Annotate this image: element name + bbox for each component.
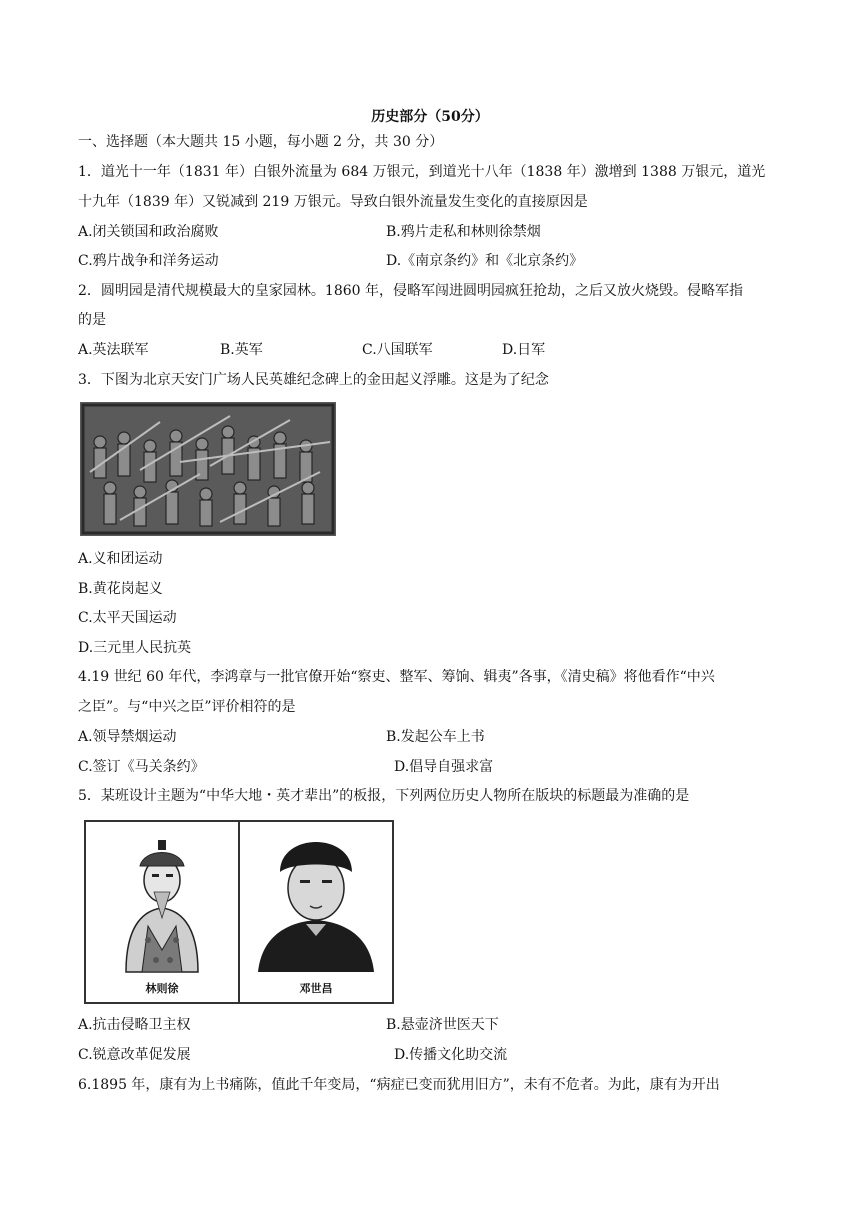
q1-option-b: B.鸦片走私和林则徐禁烟 xyxy=(386,224,541,240)
q1-option-a: A.闭关锁国和政治腐败 xyxy=(78,224,219,240)
q1-option-c: C.鸦片战争和洋务运动 xyxy=(78,253,219,269)
q5-option-d: D.传播文化助交流 xyxy=(394,1047,508,1063)
q4-option-a: A.领导禁烟运动 xyxy=(78,729,177,745)
q3-option-d: D.三元里人民抗英 xyxy=(78,640,192,656)
q4-stem-line2: 之臣”。与“中兴之臣”评价相符的是 xyxy=(78,699,296,715)
q1-stem-line2: 十九年（1839 年）又锐减到 219 万银元。导致白银外流量发生变化的直接原因是 xyxy=(78,194,588,210)
q4-option-c: C.签订《马关条约》 xyxy=(78,759,205,775)
q1-option-d: D.《南京条约》和《北京条约》 xyxy=(386,253,584,269)
portrait-caption-right: 邓世昌 xyxy=(299,982,333,995)
jintian-uprising-relief-image xyxy=(80,402,336,536)
q3-option-a: A.义和团运动 xyxy=(78,551,163,567)
q1-stem-line1: 1．道光十一年（1831 年）白银外流量为 684 万银元，到道光十八年（1838 年）激增到 1388 万银元，道光 xyxy=(78,164,766,180)
q3-option-b: B.黄花岗起义 xyxy=(78,581,163,597)
q5-option-b: B.悬壶济世医天下 xyxy=(386,1017,499,1033)
q2-stem-line1: 2．圆明园是清代规模最大的皇家园林。1860 年，侵略军闯进圆明园疯狂抢劫，之后又放火烧毁。侵略军指 xyxy=(78,283,743,299)
q3-option-c: C.太平天国运动 xyxy=(78,610,177,626)
q4-option-d: D.倡导自强求富 xyxy=(394,759,494,775)
q2-stem-line2: 的是 xyxy=(78,312,106,328)
q3-stem: 3．下图为北京天安门广场人民英雄纪念碑上的金田起义浮雕。这是为了纪念 xyxy=(78,372,549,388)
q5-stem: 5．某班设计主题为“中华大地・英才辈出”的板报，下列两位历史人物所在版块的标题最为准确的是 xyxy=(78,788,690,804)
portrait-deng-shichang xyxy=(240,822,392,1002)
portraits-board xyxy=(84,820,394,1004)
q6-stem-line1: 6.1895 年，康有为上书痛陈，值此千年变局，“病症已变而犹用旧方”，未有不危者。为此，康有为开出 xyxy=(78,1077,720,1093)
section-title: 历史部分（50分） xyxy=(371,109,489,125)
q2-option-a: A.英法联军 xyxy=(78,342,149,358)
q4-stem-line1: 4.19 世纪 60 年代，李鸿章与一批官僚开始“察吏、整军、筹饷、辑夷”各事，《清史稿》将他看作“中兴 xyxy=(78,669,715,685)
q5-option-a: A.抗击侵略卫主权 xyxy=(78,1017,191,1033)
q5-option-c: C.锐意改革促发展 xyxy=(78,1047,191,1063)
q4-option-b: B.发起公车上书 xyxy=(386,729,485,745)
q2-option-d: D.日军 xyxy=(502,342,546,358)
portrait-lin-zexu xyxy=(86,822,238,1002)
q2-option-b: B.英军 xyxy=(220,342,263,358)
part-heading: 一、选择题（本大题共 15 小题，每小题 2 分，共 30 分） xyxy=(78,134,444,150)
q2-option-c: C.八国联军 xyxy=(362,342,433,358)
portrait-caption-left: 林则徐 xyxy=(145,982,179,995)
